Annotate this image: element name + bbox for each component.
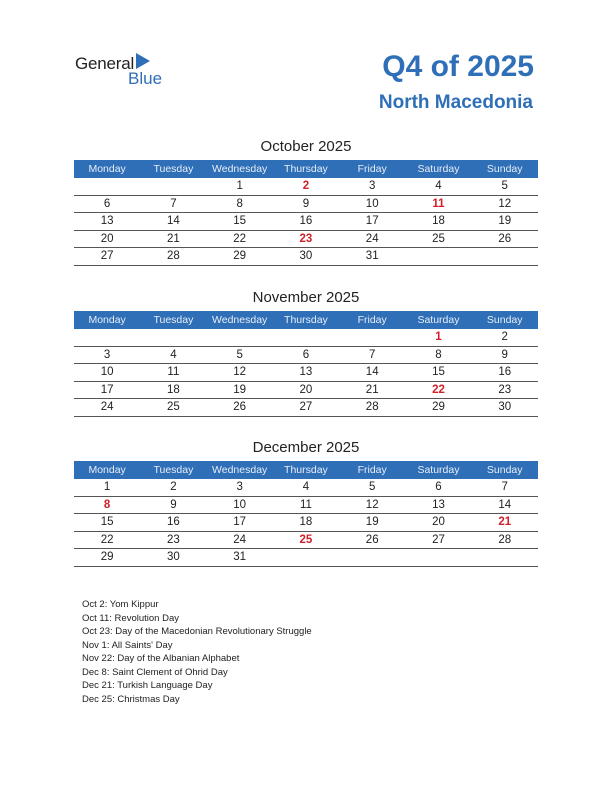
day-cell: 29 [233, 250, 247, 262]
day-cell: 27 [432, 533, 445, 546]
day-cell: 30 [167, 551, 180, 563]
day-cell: 10 [365, 197, 379, 210]
day-cell: 12 [233, 366, 247, 378]
day-cell: 12 [498, 197, 512, 210]
day-cell: 25 [432, 232, 445, 245]
day-cell: 7 [368, 348, 376, 361]
weekday-header [74, 461, 538, 479]
day-cell [273, 329, 339, 346]
weekday-label: Sunday [486, 163, 523, 175]
holiday-note: Oct 2: Yom Kippur [82, 599, 159, 610]
month-october [74, 138, 538, 266]
weekday-label: Tuesday [153, 464, 194, 476]
holiday-note: Nov 1: All Saints' Day [82, 639, 173, 651]
holiday-notes [82, 598, 312, 706]
week-row [74, 479, 538, 497]
day-cell: 3 [368, 180, 376, 192]
day-cell: 19 [233, 383, 247, 396]
weekday-label: Sunday [486, 464, 523, 476]
holiday-day-cell: 1 [435, 331, 442, 343]
weekday-label: Wednesday [212, 464, 268, 476]
month-title: December 2025 [252, 439, 360, 456]
day-cell: 22 [100, 533, 114, 546]
day-cell: 13 [100, 215, 114, 227]
day-cell: 14 [167, 215, 180, 227]
day-cell: 19 [498, 215, 512, 227]
weekday-label: Thursday [284, 464, 328, 476]
day-cell: 21 [365, 383, 379, 396]
day-cell: 31 [365, 250, 379, 262]
day-cell: 3 [236, 481, 243, 493]
day-cell: 28 [498, 533, 512, 546]
day-cell: 30 [498, 401, 512, 413]
day-cell: 2 [170, 481, 177, 493]
day-cell [140, 329, 206, 346]
weekday-label: Friday [357, 163, 387, 175]
day-cell: 3 [103, 348, 111, 361]
day-cell: 18 [432, 215, 445, 227]
day-cell: 1 [236, 180, 243, 192]
day-cell: 31 [233, 551, 247, 563]
day-cell: 14 [365, 366, 379, 378]
holiday-day-cell: 22 [432, 383, 445, 396]
weekday-label: Tuesday [153, 163, 194, 175]
week-row [74, 231, 538, 249]
day-cell: 11 [299, 498, 312, 511]
week-row [74, 514, 538, 532]
day-cell: 2 [501, 331, 508, 343]
week-row [74, 549, 538, 567]
month-december [74, 439, 538, 567]
day-cell: 16 [167, 516, 180, 528]
logo [75, 52, 185, 92]
day-cell: 4 [435, 180, 442, 192]
week-row [74, 382, 538, 400]
week-row [74, 196, 538, 214]
day-cell: 24 [365, 232, 379, 245]
day-cell: 1 [103, 481, 111, 493]
weekday-label: Thursday [284, 314, 328, 326]
weekday-label: Monday [88, 314, 126, 326]
day-cell: 23 [167, 533, 180, 546]
logo-blue-text: Blue [128, 69, 163, 88]
day-cell: 10 [100, 366, 114, 378]
country-name: North Macedonia [378, 92, 533, 113]
day-cell: 17 [365, 215, 379, 227]
day-cell [140, 178, 206, 195]
holiday-note: Dec 21: Turkish Language Day [82, 680, 213, 691]
week-row [74, 347, 538, 365]
day-cell: 5 [501, 180, 508, 192]
day-cell: 26 [233, 401, 247, 413]
day-cell: 29 [432, 401, 445, 413]
day-cell: 26 [365, 533, 379, 546]
day-cell: 20 [100, 232, 114, 245]
weekday-label: Friday [357, 464, 387, 476]
day-cell: 27 [299, 401, 313, 413]
week-row [74, 497, 538, 515]
weekday-label: Tuesday [153, 314, 194, 326]
day-cell: 22 [233, 232, 247, 245]
day-cell: 11 [167, 366, 180, 378]
day-cell [472, 549, 538, 566]
weekday-label: Wednesday [212, 314, 268, 326]
month-title: November 2025 [252, 289, 360, 306]
weekday-label: Saturday [417, 314, 460, 326]
month-november [74, 289, 538, 417]
day-cell: 6 [103, 197, 111, 210]
weekday-label: Saturday [417, 163, 460, 175]
day-cell: 14 [498, 498, 512, 511]
weekday-label: Saturday [417, 464, 460, 476]
day-cell: 15 [432, 366, 445, 378]
day-cell [339, 329, 405, 346]
day-cell: 24 [233, 533, 247, 546]
holiday-note: Dec 25: Christmas Day [82, 693, 180, 705]
month-title: October 2025 [260, 138, 352, 155]
day-cell: 15 [100, 516, 114, 528]
weekday-label: Sunday [486, 314, 523, 326]
weekday-label: Monday [88, 163, 126, 175]
weekday-label: Friday [357, 314, 387, 326]
day-cell [273, 549, 339, 566]
holiday-day-cell: 23 [299, 232, 313, 245]
day-cell: 5 [236, 348, 243, 361]
day-cell: 15 [233, 215, 247, 227]
weekday-header [74, 311, 538, 329]
holiday-note: Nov 22: Day of the Albanian Alphabet [82, 653, 240, 664]
day-cell: 24 [100, 401, 114, 413]
day-cell: 21 [167, 232, 180, 245]
day-cell: 17 [100, 383, 114, 396]
day-cell: 13 [299, 366, 313, 378]
day-cell: 18 [167, 383, 180, 396]
page-title: Q4 of 2025 [382, 50, 534, 83]
day-cell [472, 248, 538, 265]
day-cell: 25 [167, 401, 180, 413]
holiday-note: Oct 11: Revolution Day [82, 612, 179, 624]
day-cell: 8 [236, 197, 243, 210]
day-cell: 4 [170, 348, 177, 361]
logo-general-text: General [75, 54, 135, 73]
day-cell: 13 [432, 498, 445, 511]
day-cell: 7 [501, 481, 508, 493]
day-cell [339, 549, 405, 566]
flag-icon [136, 53, 150, 69]
day-cell: 8 [435, 348, 442, 361]
holiday-note: Oct 23: Day of the Macedonian Revolutionary Struggle [82, 626, 312, 637]
day-cell: 9 [302, 197, 310, 210]
weekday-label: Wednesday [212, 163, 268, 175]
holiday-day-cell: 8 [103, 498, 111, 511]
day-cell: 5 [368, 481, 376, 493]
week-row [74, 532, 538, 550]
day-cell: 16 [498, 366, 512, 378]
day-cell [74, 329, 140, 346]
day-cell [405, 549, 471, 566]
day-cell: 29 [100, 551, 114, 563]
holiday-note: Dec 8: Saint Clement of Ohrid Day [82, 666, 228, 678]
day-cell: 17 [233, 516, 247, 528]
holiday-day-cell: 2 [302, 180, 310, 192]
holiday-day-cell: 11 [432, 197, 445, 210]
day-cell: 20 [299, 383, 313, 396]
day-cell: 18 [299, 516, 313, 528]
day-cell: 27 [100, 250, 114, 262]
day-cell: 19 [365, 516, 379, 528]
holiday-day-cell: 25 [299, 533, 313, 546]
day-cell: 6 [435, 481, 442, 493]
day-cell: 26 [498, 232, 512, 245]
weekday-header [74, 160, 538, 178]
day-cell: 6 [302, 348, 310, 361]
day-cell: 16 [299, 215, 313, 227]
week-row [74, 248, 538, 266]
day-cell [74, 178, 140, 195]
week-row [74, 213, 538, 231]
day-cell: 9 [170, 498, 177, 511]
week-row [74, 178, 538, 196]
day-cell [207, 329, 273, 346]
day-cell: 10 [233, 498, 247, 511]
week-row [74, 364, 538, 382]
day-cell: 28 [365, 401, 379, 413]
weekday-label: Thursday [284, 163, 328, 175]
day-cell: 20 [432, 516, 445, 528]
day-cell [405, 248, 471, 265]
day-cell: 9 [501, 348, 508, 361]
day-cell: 4 [302, 481, 310, 493]
day-cell: 12 [365, 498, 379, 511]
holiday-day-cell: 21 [498, 516, 512, 528]
day-cell: 7 [170, 197, 177, 210]
week-row [74, 399, 538, 417]
day-cell: 30 [299, 250, 313, 262]
day-cell: 23 [498, 383, 512, 396]
day-cell: 28 [167, 250, 180, 262]
week-row [74, 329, 538, 347]
weekday-label: Monday [88, 464, 126, 476]
